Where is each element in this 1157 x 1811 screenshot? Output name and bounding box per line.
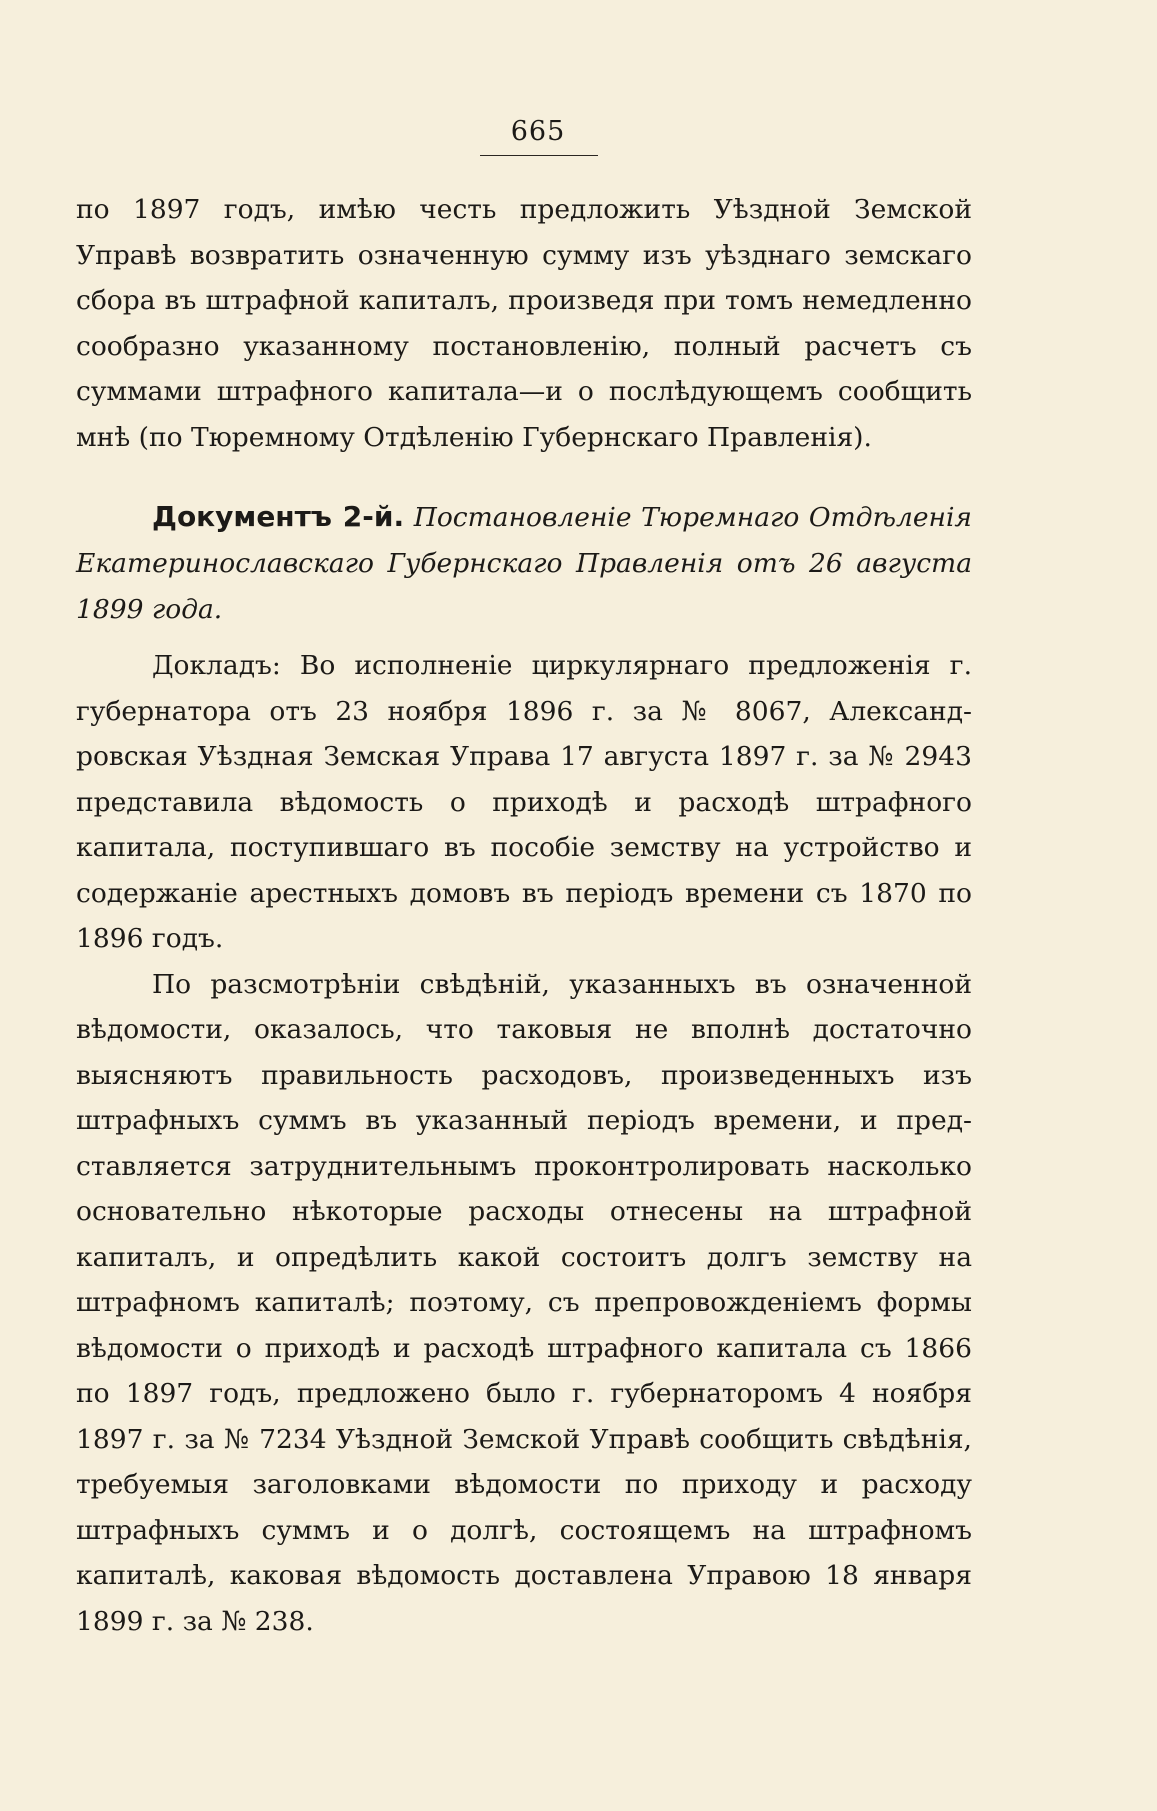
continuation-block <box>76 187 972 460</box>
body-block <box>76 643 972 1644</box>
document-label: Документъ 2-й. <box>152 500 405 533</box>
page-number-rule <box>480 155 598 156</box>
page-number: 665 <box>510 116 566 147</box>
document-heading <box>76 494 972 633</box>
review-paragraph: По разсмотрѣніи свѣдѣній, указанныхъ въ означенной вѣдомости, оказалось, что таковыя не вполнѣ достаточно выясняютъ правильность расходовъ, произведенныхъ изъ штрафныхъ суммъ въ указанный періодъ времени, и представляется затруднительнымъ проконтролировать насколько основательно нѣкоторые расходы отнесены на штрафной капиталъ, и опредѣлить какой состоитъ долгъ земству на штрафномъ капиталѣ; поэтому, съ препровожденіемъ формы вѣдомости о приходѣ и расходѣ штрафного капитала съ 1866 по 1897 годъ, предложено было г. губернаторомъ 4 ноября 1897 г. за № 7234 Уѣздной Земской Управѣ сообщить свѣдѣнія, требуемыя заголовками вѣдомости по приходу и расходу штрафныхъ суммъ и о долгѣ, состоящемъ на штрафномъ капиталѣ, каковая вѣдомость доставлена Управою 18 января 1899 г. за № 238. <box>76 968 972 1637</box>
report-paragraph: Докладъ: Во исполненіе циркулярнаго предложенія г. губернатора отъ 23 ноября 1896 г. за № 8067, Александровская Уѣздная Земская Управа 17 августа 1897 г. за № 2943 представила вѣдомость о приходѣ и расходѣ штрафного капитала, поступившаго въ пособіе земству на устройство и содержаніе арестныхъ домовъ въ періодъ времени съ 1870 по 1896 годъ. <box>76 650 972 954</box>
document-heading-line <box>76 494 972 633</box>
continuation-paragraph: по 1897 годъ, имѣю честь предложить Уѣздной Земской Управѣ возвратить означенную сумму изъ уѣзднаго земскаго сбора въ штрафной капиталъ, произведя при томъ немедленно сообразно указанному постановленію, полный расчетъ съ суммами штрафного капитала—и о послѣдующемъ сообщить мнѣ (по Тюремному Отдѣленію Губернскаго Правленія). <box>76 194 972 453</box>
document-title: Постановленіе Тюремнаго Отдѣленія Екатеринославскаго Губернскаго Правленія отъ 26 августа 1899 года. <box>76 502 972 625</box>
